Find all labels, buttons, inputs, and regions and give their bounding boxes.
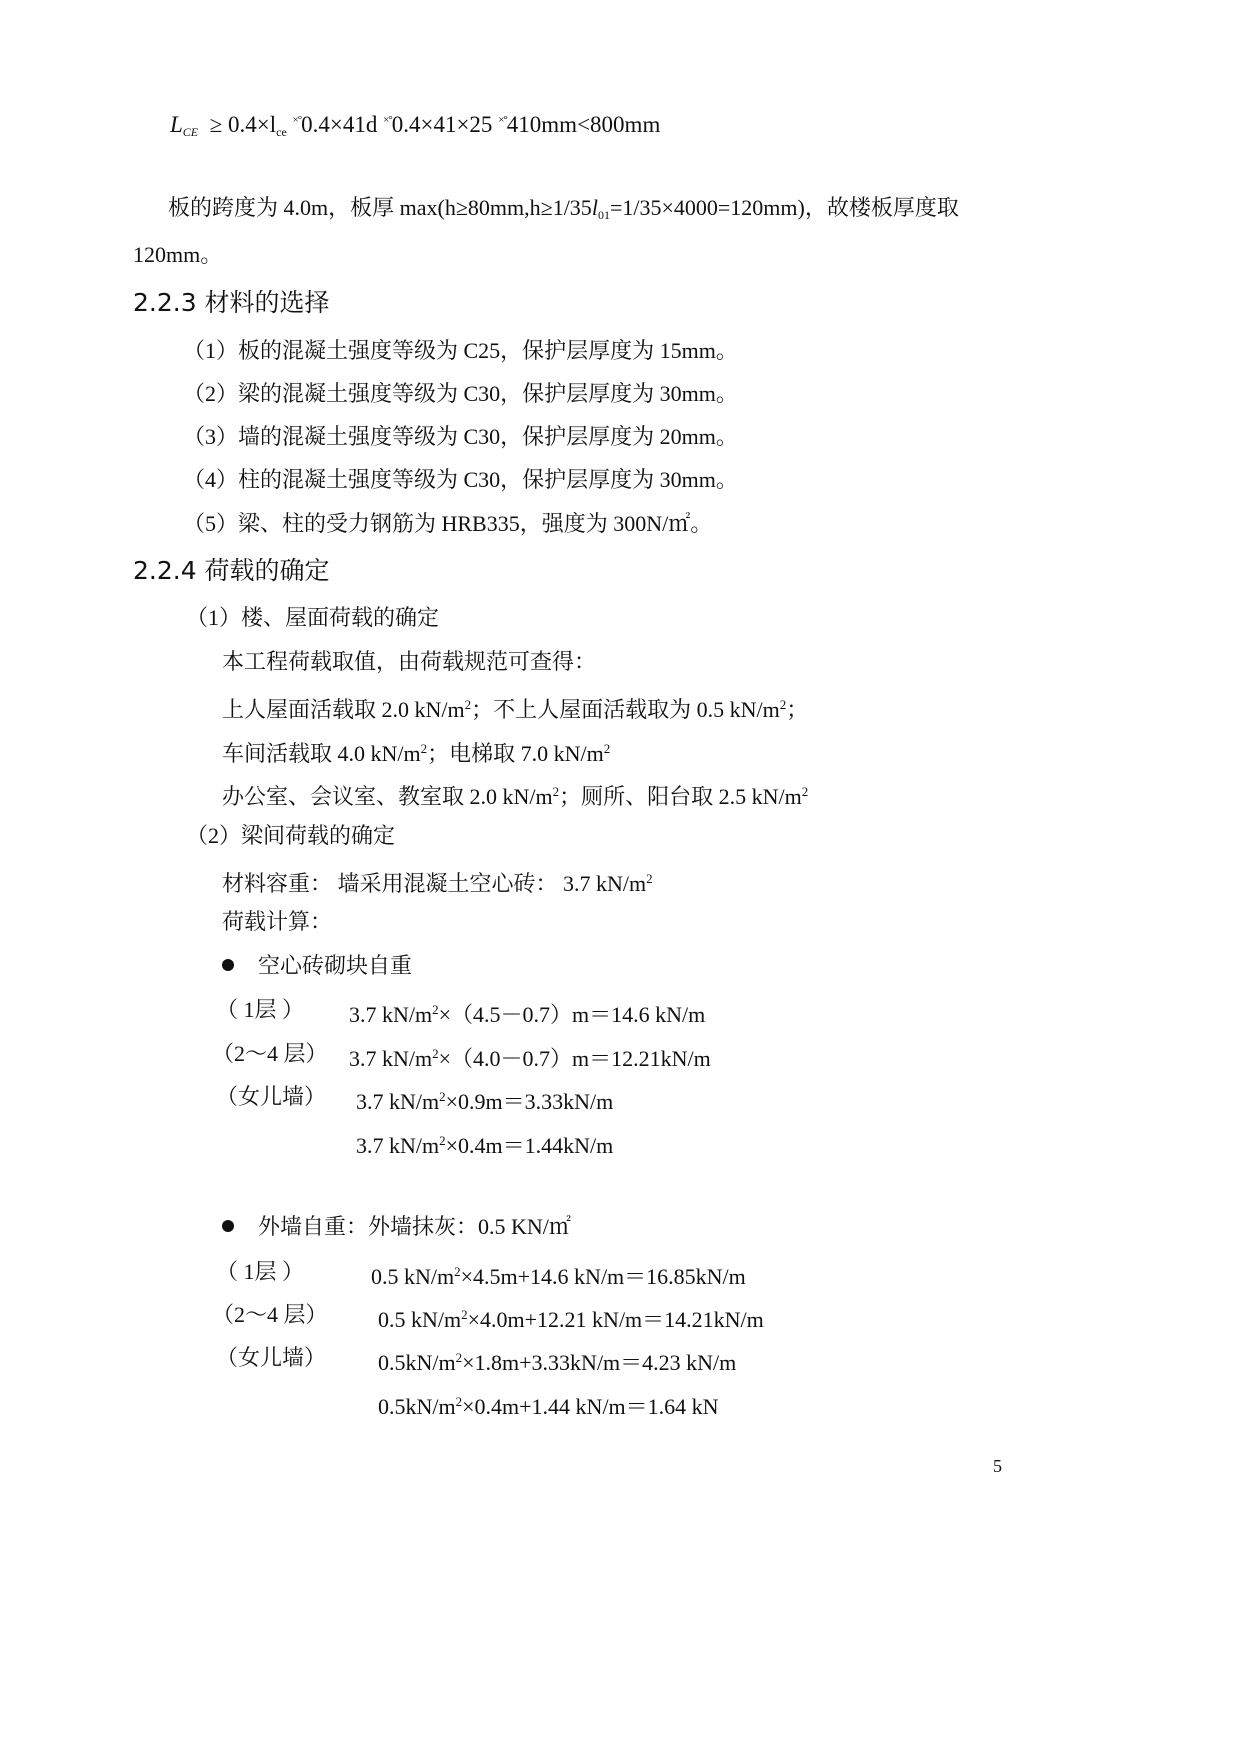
bullet-icon (222, 959, 234, 971)
b2-row-1-value (371, 1258, 746, 1291)
material-item-1: （1）板的混凝土强度等级为 C25，保护层厚度为 15mm。 (183, 338, 738, 363)
formula-sym-3: ×° (498, 114, 507, 126)
workshop-load-b: ；电梯取 7.0 kN/m (427, 741, 604, 766)
b1-row-1-value (349, 996, 705, 1029)
slab-var: l (591, 195, 598, 220)
b2-row-2-value (378, 1301, 764, 1334)
b2-row-3-sup: 2 (455, 1350, 463, 1365)
b1-row-2-a: 3.7 kN/m (349, 1046, 433, 1071)
formula-sym-1: ×° (292, 114, 302, 126)
b2-row-4-sup: 2 (455, 1394, 463, 1409)
workshop-load-sup-2: 2 (603, 741, 611, 756)
b2-row-2-b: ×4.0m+12.21 kN/m＝14.21kN/m (467, 1307, 764, 1332)
b1-row-1-sup: 2 (432, 1002, 439, 1017)
b1-row-3-b: ×0.9m＝3.33kN/m (445, 1089, 614, 1114)
formula-lce (170, 106, 660, 146)
office-load-a: 办公室、会议室、教室取 2.0 kN/m (222, 784, 553, 809)
b1-row-1-a: 3.7 kN/m (349, 1002, 433, 1027)
bullet-exterior-wall-text: 外墙自重：外墙抹灰：0.5 KN/㎡ (258, 1214, 571, 1239)
formula-var: L (170, 112, 183, 137)
b2-row-2-label: （2～4 层） (212, 1302, 328, 1327)
b2-row-3-b: ×1.8m+3.33kN/m＝4.23 kN/m (462, 1350, 737, 1375)
b1-row-2-b: ×（4.0－0.7）m＝12.21kN/m (438, 1046, 711, 1071)
b1-row-3-sup: 2 (439, 1089, 446, 1104)
b1-row-4-a: 3.7 kN/m (356, 1133, 440, 1158)
slab-text-a: 板的跨度为 4.0m，板厚 max(h≥80mm,h≥1/35 (168, 195, 592, 220)
subsection-1-title: （1）楼、屋面荷载的确定 (186, 605, 440, 630)
office-load-b: ；厕所、阳台取 2.5 kN/m (559, 784, 802, 809)
formula-var-sub: CE (182, 125, 199, 139)
b2-row-1-a: 0.5 kN/m (371, 1264, 455, 1289)
office-load-line (222, 778, 808, 811)
b1-row-2-value (349, 1040, 711, 1073)
subsection-1-intro: 本工程荷载取值，由荷载规范可查得： (222, 649, 597, 674)
b1-row-3-label: （女儿墙） (216, 1084, 327, 1109)
b2-row-2-a: 0.5 kN/m (378, 1307, 462, 1332)
b1-row-4-sup: 2 (439, 1133, 446, 1148)
b2-row-4-value (378, 1388, 719, 1421)
bullet-icon (222, 1220, 234, 1232)
load-calc-label: 荷载计算： (222, 909, 333, 934)
material-item-4: （4）柱的混凝土强度等级为 C30，保护层厚度为 30mm。 (183, 467, 738, 492)
material-item-5: （5）梁、柱的受力钢筋为 HRB335，强度为 300N/㎡。 (183, 511, 713, 536)
roof-load-b: ；不上人屋面活载取为 0.5 kN/m (471, 697, 780, 722)
b2-row-3-a: 0.5kN/m (378, 1350, 456, 1375)
b1-row-4-b: ×0.4m＝1.44kN/m (445, 1133, 614, 1158)
formula-sym-2: ×° (383, 114, 392, 126)
section-224-heading: 2.2.4 荷载的确定 (133, 556, 330, 585)
bullet-hollow-brick-text: 空心砖砌块自重 (258, 953, 413, 978)
formula-seg1-sub: ce (276, 125, 287, 139)
b1-row-3-value (356, 1083, 613, 1116)
workshop-load-line (222, 735, 610, 768)
roof-load-sup-2: 2 (779, 697, 787, 712)
formula-seg2: 0.4×41d (301, 112, 378, 137)
section-223-heading: 2.2.3 材料的选择 (133, 288, 330, 317)
workshop-load-sup-1: 2 (420, 741, 428, 756)
slab-text-b: =1/35×4000=120mm)，故楼板厚度取 (609, 195, 959, 220)
page-number: 5 (993, 1456, 1002, 1476)
roof-load-c: ； (786, 697, 809, 722)
b2-row-2-sup: 2 (461, 1307, 468, 1322)
material-density-text: 材料容重： 墙采用混凝土空心砖： 3.7 kN/m (222, 871, 647, 896)
b1-row-2-sup: 2 (432, 1046, 439, 1061)
formula-seg4: 410mm<800mm (506, 112, 661, 137)
roof-load-a: 上人屋面活载取 2.0 kN/m (222, 697, 465, 722)
office-load-sup-1: 2 (552, 784, 560, 799)
material-item-3: （3）墙的混凝土强度等级为 C30，保护层厚度为 20mm。 (183, 424, 738, 449)
material-density-sup: 2 (646, 871, 653, 886)
bullet-exterior-wall (222, 1213, 571, 1241)
b2-row-3-label: （女儿墙） (216, 1345, 327, 1370)
b1-row-1-b: ×（4.5－0.7）m＝14.6 kN/m (438, 1002, 706, 1027)
b1-row-1-label: （ 1层 ） (216, 997, 305, 1022)
b2-row-3-value (378, 1344, 736, 1377)
material-item-2: （2）梁的混凝土强度等级为 C30，保护层厚度为 30mm。 (183, 381, 738, 406)
slab-paragraph-line2: 120mm。 (133, 242, 223, 267)
b1-row-2-label: （2～4 层） (212, 1041, 328, 1066)
formula-seg3: 0.4×41×25 (391, 112, 493, 137)
office-load-sup-2: 2 (801, 784, 809, 799)
material-density-line (222, 865, 653, 898)
slab-var-sub: 01 (597, 208, 610, 222)
b2-row-4-a: 0.5kN/m (378, 1394, 456, 1419)
b1-row-4-value (356, 1127, 613, 1160)
b2-row-4-b: ×0.4m+1.44 kN/m＝1.64 kN (462, 1394, 719, 1419)
subsection-2-title: （2）梁间荷载的确定 (186, 823, 396, 848)
bullet-hollow-brick (222, 952, 412, 980)
roof-load-sup-1: 2 (464, 697, 472, 712)
b2-row-1-b: ×4.5m+14.6 kN/m＝16.85kN/m (460, 1264, 746, 1289)
workshop-load-a: 车间活载取 4.0 kN/m (222, 741, 421, 766)
b1-row-3-a: 3.7 kN/m (356, 1089, 440, 1114)
formula-seg1: ≥ 0.4×l (209, 112, 277, 137)
roof-load-line (222, 691, 808, 724)
b2-row-1-sup: 2 (454, 1264, 461, 1279)
b2-row-1-label: （ 1层 ） (216, 1259, 305, 1284)
slab-paragraph-line1 (168, 194, 959, 229)
